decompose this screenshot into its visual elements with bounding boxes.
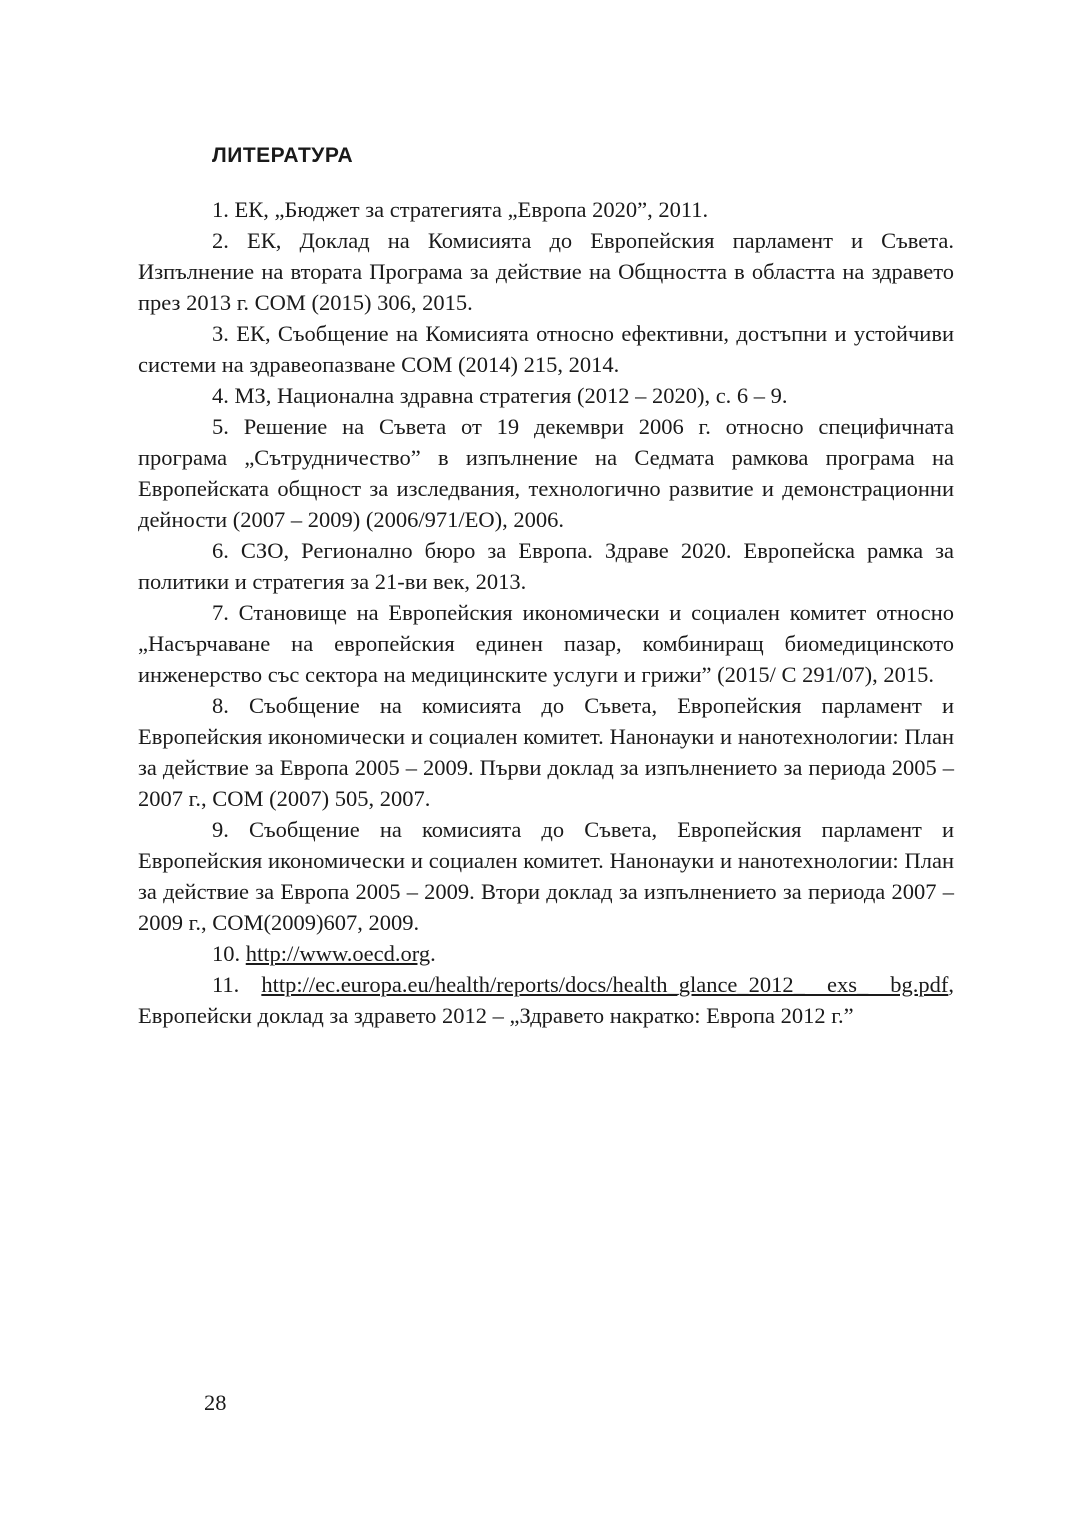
page-number: 28 (204, 1390, 227, 1415)
reference-item-9: 9. Съобщение на комисията до Съвета, Европейския парламент и Европейския икономически и социален комитет. Нанонауки и нанотехнологии: План за действие за Европа 2005 – 2009. Втори доклад за изпълнението за периода 2007 – 2009 г., COM(2009)607, 2009. (138, 817, 954, 935)
reference-item-6: 6. СЗО, Регионално бюро за Европа. Здраве 2020. Европейска рамка за политики и стратегия за 21-ви век, 2013. (138, 538, 954, 594)
reference-item-8: 8. Съобщение на комисията до Съвета, Европейския парламент и Европейския икономически и социален комитет. Нанонауки и нанотехнологии: План за действие за Европа 2005 – 2009. Първи доклад за изпълнението за периода 2005 – 2007 г., COM (2007) 505, 2007. (138, 693, 954, 811)
reference-item-1: 1. ЕК, „Бюджет за стратегията „Европа 2020”, 2011. (212, 197, 709, 222)
reference-item-2: 2. ЕК, Доклад на Комисията до Европейския парламент и Съвета. Изпълнение на втората Програма за действие на Общността в областта на здравето през 2013 г. COM (2015) 306, 2015. (138, 228, 954, 315)
reference-suffix: , Европейски доклад за здравето 2012 – „Здравето накратко: Европа 2012 г.” (138, 972, 954, 1028)
reference-item-7: 7. Становище на Европейския икономически и социален комитет относно „Насърчаване на европейския единен пазар, комбиниращ биомедицинското инженерство със сектора на медицинските услуги и грижи” (2015/ C 291/07), 2015. (138, 600, 954, 687)
reference-item-4: 4. МЗ, Национална здравна стратегия (2012 – 2020), с. 6 – 9. (212, 383, 788, 408)
reference-number: 11. (212, 972, 240, 997)
reference-item-5: 5. Решение на Съвета от 19 декември 2006 г. относно специфичната програма „Сътрудничество” в изпълнение на Седмата рамкова програма на Европейската общност за изследвания, технологично развитие и демонстрационни дейности (2007 – 2009) (2006/971/ЕО), 2006. (138, 414, 954, 532)
reference-number: 10. (212, 941, 241, 966)
section-heading: ЛИТЕРАТУРА (212, 144, 354, 167)
reference-item-3: 3. ЕК, Съобщение на Комисията относно ефективни, достъпни и устойчиви системи на здравеопазване COM (2014) 215, 2014. (138, 321, 954, 377)
reference-item-10 (138, 938, 954, 969)
reference-item-11 (138, 969, 954, 1031)
reference-list (138, 194, 954, 1031)
reference-suffix: . (430, 941, 436, 966)
reference-link-oecd[interactable]: http://www.oecd.org (245, 941, 431, 966)
reference-link-health-glance[interactable]: http://ec.europa.eu/health/reports/docs/health_glance_2012_ exs_ bg.pdf (261, 972, 949, 997)
